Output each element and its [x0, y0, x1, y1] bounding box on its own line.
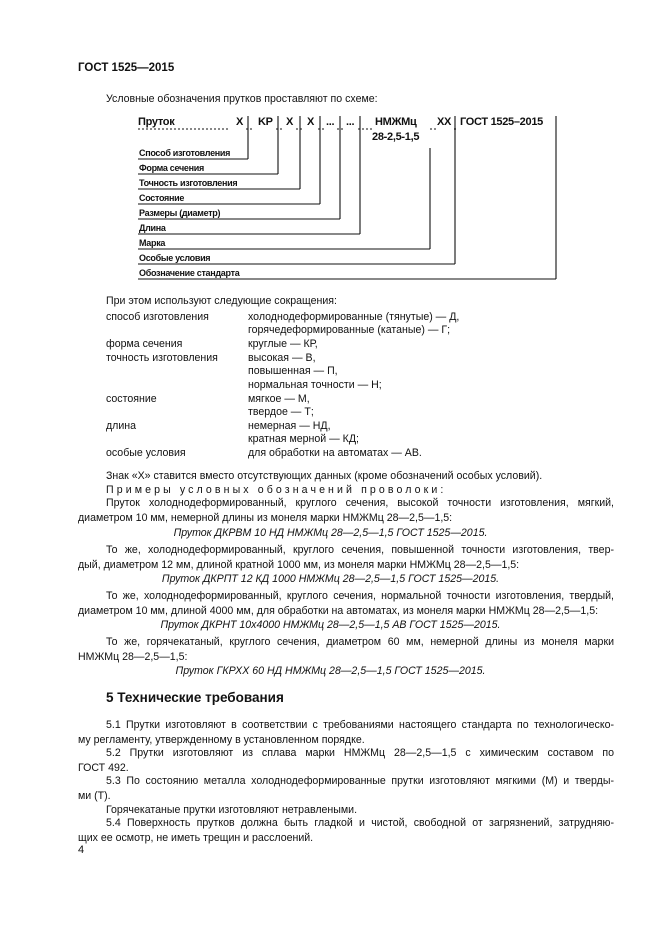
- scheme-lines: [0, 0, 661, 300]
- example-code: Пруток ДКРНТ 10х4000 НМЖМц 28—2,5—1,5 АВ ГОСТ 1525—2015.: [160, 619, 501, 631]
- abbr-value: круглые — КР,: [248, 338, 318, 350]
- paragraph-5-2-cont: ГОСТ 492.: [78, 762, 129, 774]
- scheme-code-standard: ГОСТ 1525–2015: [460, 116, 543, 128]
- example-text: диаметром 10 мм, немерной длины из монеля марки НМЖМц 28—2,5—1,5:: [78, 512, 453, 524]
- abbr-value: повышенная — П,: [248, 365, 338, 377]
- scheme-code-grade: НМЖМц: [375, 116, 417, 128]
- scheme-label-method: Способ изготовления: [139, 148, 231, 158]
- scheme-label-grade: Марка: [139, 238, 166, 248]
- example-text: То же, холоднодеформированный, круглого сечения, нормальной точности изготовления, твердый,: [106, 590, 614, 602]
- scheme-label-standard: Обозначение стандарта: [139, 268, 240, 278]
- abbr-value: высокая — В,: [248, 352, 316, 364]
- abbr-label: особые условия: [106, 447, 186, 459]
- scheme-code-length: ...: [346, 116, 355, 128]
- scheme-code-method: X: [236, 116, 244, 128]
- scheme-label-special: Особые условия: [139, 253, 211, 263]
- example-code: Пруток ДКРПТ 12 КД 1000 НМЖМц 28—2,5—1,5 ГОСТ 1525—2015.: [161, 573, 500, 585]
- scheme-label-length: Длина: [139, 223, 166, 233]
- scheme-code-size: ...: [326, 116, 335, 128]
- scheme-code-precision: X: [286, 116, 294, 128]
- scheme-code-state: X: [307, 116, 315, 128]
- paragraph-5-2: 5.2 Прутки изготовляют из сплава марки НМЖМц 28—2,5—1,5 с химическим составом по: [106, 747, 614, 759]
- abbr-value: для обработки на автоматах — АВ.: [248, 447, 422, 459]
- scheme-code-special: XX: [437, 116, 452, 128]
- note-x: Знак «Х» ставится вместо отсутствующих данных (кроме обозначений особых условий).: [106, 470, 543, 482]
- example-text: диаметром 10 мм, длиной 4000 мм, для обработки на автоматах, из монеля марки НМЖМц 28—2,5—1,5:: [78, 605, 599, 617]
- abbr-label: форма сечения: [106, 338, 183, 350]
- example-text: То же, холоднодеформированный, круглого сечения, повышенной точности изготовления, твер-: [106, 544, 614, 556]
- paragraph-5-3-cont: ми (Т).: [78, 790, 111, 802]
- section-title: 5 Технические требования: [106, 690, 284, 705]
- example-code: Пруток ДКРВМ 10 НД НМЖМц 28—2,5—1,5 ГОСТ 1525—2015.: [173, 527, 488, 539]
- example-text: Пруток холоднодеформированный, круглого сечения, высокой точности изготовления, мягкий,: [106, 497, 614, 509]
- abbr-value: горячедеформированные (катаные) — Г;: [248, 324, 451, 336]
- paragraph-hot-rolled: Горячекатаные прутки изготовляют нетравлеными.: [106, 804, 358, 816]
- scheme-label-state: Состояние: [139, 193, 185, 203]
- scheme-label-shape: Форма сечения: [139, 163, 204, 173]
- abbr-label: способ изготовления: [106, 311, 209, 323]
- paragraph-5-4-cont: щих ее осмотр, не иметь трещин и расслоений.: [78, 832, 314, 844]
- scheme-code-shape: KP: [258, 116, 273, 128]
- abbr-intro: При этом используют следующие сокращения:: [106, 295, 337, 307]
- abbr-value: кратная мерной — КД;: [248, 433, 359, 445]
- scheme-label-size: Размеры (диаметр): [139, 208, 221, 218]
- page-number: 4: [78, 844, 85, 856]
- scheme-label-precision: Точность изготовления: [139, 178, 238, 188]
- examples-heading: Примеры условных обозначений проволоки:: [106, 484, 447, 496]
- abbr-label: длина: [106, 420, 137, 432]
- example-text: дый, диаметром 12 мм, длиной кратной 1000 мм, из монеля марки НМЖМц 28—2,5—1,5:: [78, 559, 520, 571]
- paragraph-5-4: 5.4 Поверхность прутков должна быть гладкой и чистой, свободной от загрязнений, затрудняю-: [106, 817, 614, 829]
- abbr-value: немерная — НД,: [248, 420, 331, 432]
- abbr-value: твердое — Т;: [248, 406, 314, 418]
- abbr-value: холоднодеформированные (тянутые) — Д,: [248, 311, 460, 323]
- example-text: То же, горячекатаный, круглого сечения, диаметром 60 мм, немерной длины из монеля марки: [106, 636, 614, 648]
- abbr-label: состояние: [106, 393, 157, 405]
- example-text: НМЖМц 28—2,5—1,5:: [78, 651, 188, 663]
- paragraph-5-3: 5.3 По состоянию металла холоднодеформированные прутки изготовляют мягкими (М) и тверды-: [106, 775, 614, 787]
- document-header: ГОСТ 1525—2015: [78, 62, 175, 74]
- scheme-intro: Условные обозначения прутков проставляют по схеме:: [106, 93, 378, 105]
- scheme-code-grade-line2: 28-2,5-1,5: [372, 131, 420, 143]
- abbr-value: мягкое — М,: [248, 393, 310, 405]
- abbr-label: точность изготовления: [106, 352, 218, 364]
- scheme-title: Пруток: [138, 116, 175, 128]
- example-code: Пруток ГКРХХ 60 НД НМЖМц 28—2,5—1,5 ГОСТ 1525—2015.: [175, 665, 486, 677]
- abbr-value: нормальная точности — Н;: [248, 379, 382, 391]
- paragraph-5-1-cont: му регламенту, утвержденному в установленном порядке.: [78, 734, 365, 746]
- paragraph-5-1: 5.1 Прутки изготовляют в соответствии с требованиями настоящего стандарта по технологическо-: [106, 719, 614, 731]
